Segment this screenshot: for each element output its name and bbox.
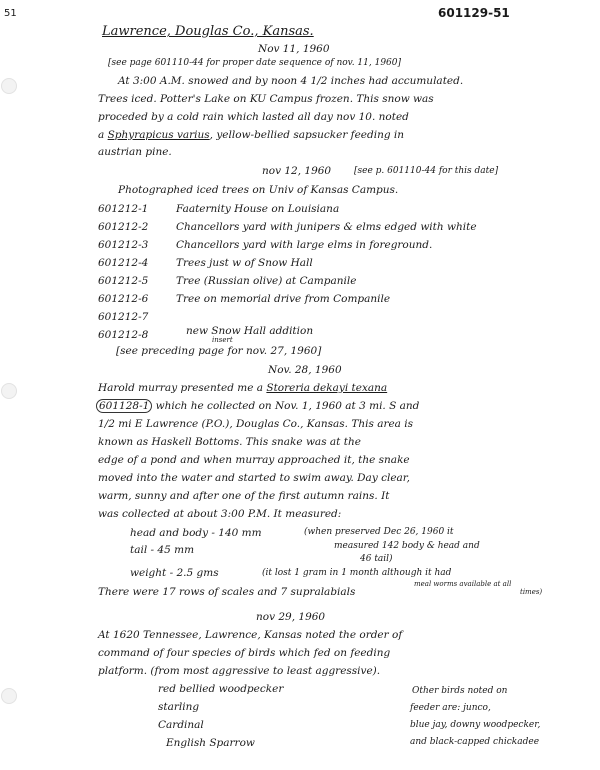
text-line: proceded by a cold rain which lasted all day nov 10. noted (98, 111, 409, 123)
bird-rank-3: Cardinal (158, 719, 204, 731)
bird-rank-1: red bellied woodpecker (158, 683, 284, 695)
bird-rank-2: starling (158, 701, 200, 713)
text-line: command of four species of birds which fed on feeding (98, 647, 391, 659)
entry-date: Nov 11, 1960 (258, 43, 330, 55)
photo-description: Faaternity House on Louisiana (176, 203, 340, 215)
bird-rank-4: English Sparrow (166, 737, 255, 749)
measurement-weight: weight - 2.5 gms (130, 567, 219, 579)
text-fragment: , yellow-bellied sapsucker feeding in (209, 129, 405, 141)
photo-number: 601212-1 (98, 203, 149, 215)
photo-description: Tree (Russian olive) at Campanile (176, 275, 357, 287)
text-line: warm, sunny and after one of the first autumn rains. It (98, 490, 390, 502)
photo-description: Tree on memorial drive from Companile (176, 293, 391, 305)
entry-date: nov 29, 1960 (256, 611, 326, 623)
other-birds-line: Other birds noted on (412, 686, 508, 696)
measurement-head-body: head and body - 140 mm (130, 527, 262, 539)
text-line (98, 128, 404, 143)
text-line (96, 399, 419, 414)
catalog-number: 601128-1 (96, 399, 152, 413)
photo-number: 601212-2 (98, 221, 149, 233)
other-birds-line: and black-capped chickadee (410, 737, 540, 747)
location-header: Lawrence, Douglas Co., Kansas. (102, 24, 314, 39)
text-line: was collected at about 3:00 P.M. It measured: (98, 508, 342, 520)
text-line: Photographed iced trees on Univ of Kansas Campus. (118, 184, 399, 196)
other-birds-line: blue jay, downy woodpecker, (410, 720, 541, 730)
text-line: Trees iced. Potter's Lake on KU Campus frozen. This snow was (98, 93, 434, 105)
text-line: 1/2 mi E Lawrence (P.O.), Douglas Co., Kansas. This area is (98, 418, 414, 430)
species-name: Sphyrapicus varius (107, 129, 210, 141)
punch-hole (1, 688, 17, 704)
text-fragment: Harold murray presented me a (98, 382, 264, 394)
date-reference-note: [see p. 601110-44 for this date] (354, 166, 499, 176)
photo-number: 601212-6 (98, 293, 149, 305)
text-line: edge of a pond and when murray approached it, the snake (98, 454, 410, 466)
measurement-note: 46 tail) (360, 554, 393, 564)
scale-count: There were 17 rows of scales and 7 supralabials (98, 586, 356, 598)
photo-number: 601212-3 (98, 239, 149, 251)
measurement-note: times) (520, 588, 543, 596)
text-line: known as Haskell Bottoms. This snake was at the (98, 436, 361, 448)
punch-hole (1, 383, 17, 399)
document-id: 601129-51 (438, 6, 510, 20)
measurement-note: (when preserved Dec 26, 1960 it (304, 527, 454, 537)
photo-number: 601212-4 (98, 257, 149, 269)
measurement-note: (it lost 1 gram in 1 month although it had (262, 568, 452, 578)
text-line: moved into the water and started to swim away. Day clear, (98, 472, 411, 484)
species-name: Storeria dekayi texana (266, 382, 388, 394)
text-fragment: which he collected on Nov. 1, 1960 at 3 mi. S and (155, 400, 420, 412)
text-line: At 3:00 A.M. snowed and by noon 4 1/2 inches had accumulated. (118, 75, 464, 87)
photo-description: Trees just w of Snow Hall (176, 257, 313, 269)
text-line (98, 381, 387, 396)
measurement-note: measured 142 body & head and (334, 541, 480, 551)
text-line: austrian pine. (98, 146, 172, 158)
measurement-note: meal worms available at all (414, 580, 512, 588)
margin-page-number: 51 (4, 8, 17, 19)
insert-note: insert (212, 336, 233, 344)
preceding-page-reference: [see preceding page for nov. 27, 1960] (116, 345, 322, 357)
text-fragment: a (98, 129, 105, 141)
photo-number: 601212-7 (98, 311, 149, 323)
photo-number: 601212-5 (98, 275, 149, 287)
date-reference-note: [see page 601110-44 for proper date sequence of nov. 11, 1960] (108, 58, 402, 68)
measurement-tail: tail - 45 mm (130, 544, 195, 556)
photo-description: Chancellors yard with large elms in foreground. (176, 239, 433, 251)
text-line: At 1620 Tennessee, Lawrence, Kansas noted the order of (98, 629, 403, 641)
entry-date: nov 12, 1960 (262, 165, 332, 177)
text-line: platform. (from most aggressive to least aggressive). (98, 665, 381, 677)
photo-number: 601212-8 (98, 329, 149, 341)
photo-description: new Snow Hall addition (186, 325, 314, 337)
other-birds-line: feeder are: junco, (410, 703, 491, 713)
punch-hole (1, 78, 17, 94)
photo-description: Chancellors yard with junipers & elms edged with white (176, 221, 477, 233)
entry-date: Nov. 28, 1960 (268, 364, 342, 376)
